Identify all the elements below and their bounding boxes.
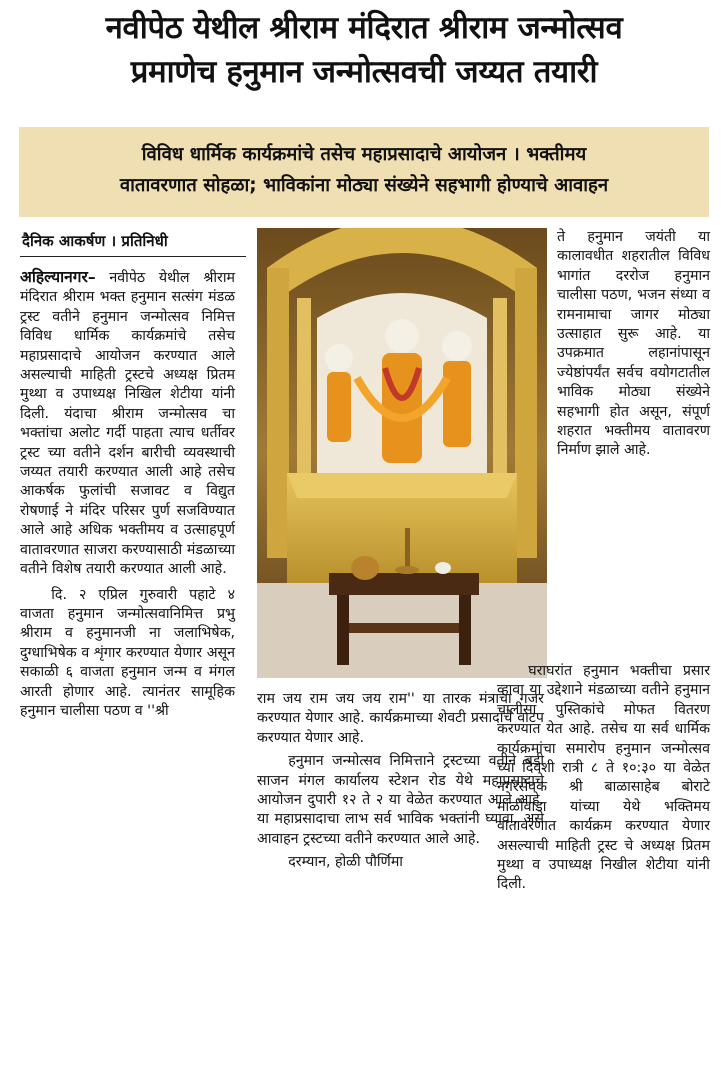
headline-line-2: प्रमाणेच हनुमान जन्मोत्सवची जय्यत तयारी [130, 54, 598, 90]
byline: दैनिक आकर्षण । प्रतिनिधी [22, 232, 168, 250]
article-column-3 [557, 228, 710, 461]
strap-line-1: विविध धार्मिक कार्यक्रमांचे तसेच महाप्रसादाचे आयोजन । भक्तीमय [141, 144, 587, 165]
col2-paragraph-1: राम जय राम जय जय राम'' या तारक मंत्राचा गजर करण्यात येणार आहे. कार्यक्रमाच्या शेवटी प्रसादाचे वाटप करण्यात येणार आहे. [257, 691, 544, 746]
article-column-1 [20, 268, 235, 721]
col1-text-1: नवीपेठ येथील श्रीराम मंदिरात श्रीराम भक्त हनुमान सत्संग मंडळ ट्रस्ट वतीने हनुमान जन्मोत्सव निमित्त विविध धार्मिक कार्यक्रमांचे तसेच महाप्रसादाचे आयोजन करण्यात आले असल्याची माहिती ट्रस्टचे अध्यक्ष प्रितम मुथ्था व उपाध्यक्ष निखिल शेटीया यांनी दिली. यंदाचा श्रीराम जन्मोत्सव चा भक्तांचा अलोट गर्दी पाहता त्याच धर्तीवर ट्रस्ट च्या वतीने दर्शन बारीची व्यवस्थाची जय्यत तयारी करण्यात आली आहे तसेच आकर्षक फुलांची सजावट व विद्युत रोषणाई ने मंदिर परिसर पुर्ण सजविण्यात आले आहे अधिक भक्तीमय व उत्साहपूर्ण वातावरणात साजरा करण्यासाठी मंडळाच्या वतीने विशेष तयारी करण्यात आली आहे. [20, 270, 235, 578]
temple-photo [257, 228, 547, 678]
subheadline-strap [19, 127, 709, 217]
article-column-3-lower [497, 662, 710, 895]
dateline: अहिल्यानगर– [20, 268, 96, 286]
col1-paragraph-2: दि. २ एप्रिल गुरुवारी पहाटे ४ वाजता हनुमान जन्मोत्सवानिमित्त प्रभु श्रीराम व हनुमानजी ना जलाभिषेक, दुग्धाभिषेक व शृंगार करण्यात येणार असून सकाळी ६ वाजता हनुमान जन्म व मंगल आरती होणार आहे. त्यानंतर सामूहिक हनुमान चालीसा पठण व ''श्री [20, 586, 235, 719]
headline [10, 6, 718, 94]
byline-rule [20, 256, 246, 257]
headline-line-1: नवीपेठ येथील श्रीराम मंदिरात श्रीराम जन्मोत्सव [105, 10, 623, 46]
strap-line-2: वातावरणात सोहळा; भाविकांना मोठ्या संख्येने सहभागी होण्याचे आवाहन [119, 175, 609, 196]
col3-paragraph-1: ते हनुमान जयंती या कालावधीत शहरातील विविध भागांत दररोज हनुमान चालीसा पठण, भजन संध्या व रामनामाचा जागर मोठ्या उत्साहात सुरू आहे. या उपक्रमात लहानांपासून ज्येष्ठांपर्यंत सर्वच वयोगटातील भाविक मोठ्या संख्येने सहभागी होत असून, संपूर्ण शहरात भक्तीमय वातावरण निर्माण झाले आहे. [557, 229, 710, 459]
col3-paragraph-2: घराघरांत हनुमान भक्तीचा प्रसार व्हावा या उद्देशाने मंडळाच्या वतीने हनुमान चालीसा पुस्तिकांचे मोफत वितरण करण्यात येत आहे. तसेच या सर्व धार्मिक कार्यक्रमांचा समारोप हनुमान जन्मोत्सव च्या दिवशी रात्री ८ ते १०:३० या वेळेत नगरसेवक श्री बाळासाहेब बोराटे माळीवाडा यांच्या येथे भक्तिमय वातावरणात कार्यक्रम करण्यात येणार असल्याची माहिती ट्रस्ट चे अध्यक्ष प्रितम मुथ्था व उपाध्यक्ष निखील शेटीया यांनी दिली. [497, 663, 710, 893]
col2-paragraph-3: दरम्यान, होळी पौर्णिमा [288, 854, 403, 871]
col2-paragraph-2: हनुमान जन्मोत्सव निमित्ताने ट्रस्टच्या वतीने बडी साजन मंगल कार्यालय स्टेशन रोड येथे महाप्रसादाचे आयोजन दुपारी १२ ते २ या वेळेत करण्यात आले आहे. या महाप्रसादाचा लाभ सर्व भाविक भक्तांनी घ्यावा, असे आवाहन ट्रस्टच्या वतीने करण्यात आले आहे. [257, 753, 544, 847]
col1-paragraph-1 [20, 268, 235, 580]
